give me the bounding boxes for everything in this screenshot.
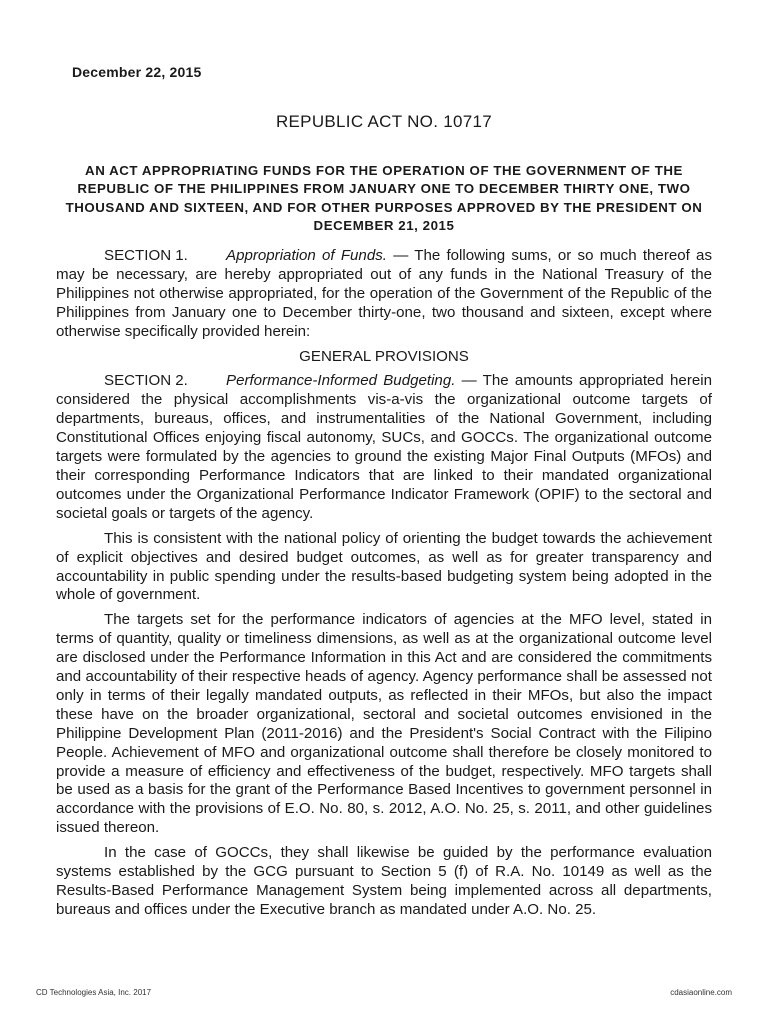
general-provisions-heading: GENERAL PROVISIONS <box>299 347 469 365</box>
body-paragraph: This is consistent with the national policy of orienting the budget towards the achievement of explicit objectives and desired budget outcomes, as well as for greater transparency and accountability in public spending under the results-based budgeting system being adopted in the whole of government. <box>56 529 712 604</box>
section-1-paragraph <box>56 247 712 342</box>
section-2-paragraph <box>56 372 712 523</box>
document-date: December 22, 2015 <box>72 64 202 80</box>
body-paragraph: In the case of GOCCs, they shall likewise be guided by the performance evaluation systems established by the GCG pursuant to Section 5 (f) of R.A. No. 10149 as well as the Results-Based Performance Management System being implemented across all departments, bureaus and offices under the Executive branch as mandated under A.O. No. 25. <box>56 844 712 918</box>
section-2-label: SECTION 2. <box>104 372 188 390</box>
section-2-title: Performance-Informed Budgeting. <box>226 372 456 390</box>
section-1-title: Appropriation of Funds. <box>226 247 387 264</box>
body-paragraph: The targets set for the performance indicators of agencies at the MFO level, stated in terms of quantity, quality or timeliness dimensions, as well as at the organizational outcome level are disclosed under the Performance Information in this Act and are considered the commitments and accountability of their respective heads of agency. Agency performance shall be assessed not only in terms of their legally mandated outputs, as reflected in their MFOs, but also the impact these have on the broader organizational, sectoral and societal outcomes envisioned in the Philippine Development Plan (2011-2016) and the President's Social Contract with the Filipino People. Achievement of MFO and organizational outcome shall therefore be closely monitored to provide a measure of efficiency and effectiveness of the budget, respectively. MFO targets shall be used as a basis for the grant of the Performance Based Incentives to government personnel in accordance with the provisions of E.O. No. 80, s. 2012, A.O. No. 25, s. 2011, and other guidelines issued thereon. <box>56 611 712 837</box>
section-2-text: — The amounts appropriated herein considered the physical accomplishments vis-a-vis the organizational outcome targets of departments, bureaus, offices, and instrumentalities of the National Government, including Constitutional Offices enjoying fiscal autonomy, SUCs, and GOCCs. The organizational outcome targets were formulated by the agencies to ground the existing Major Final Outputs (MFOs) and their corresponding Performance Indicators that are linked to their mandated organizational outcomes under the Organizational Performance Indicator Framework (OPIF) to the sectoral and societal goals or targets of the agency. <box>56 372 712 522</box>
act-number: REPUBLIC ACT NO. 10717 <box>275 112 493 131</box>
footer-publisher: CD Technologies Asia, Inc. 2017 <box>36 988 152 997</box>
document-body <box>56 247 712 926</box>
section-1-label: SECTION 1. <box>104 247 188 264</box>
footer-website: cdasiaonline.com <box>670 988 732 997</box>
act-title: AN ACT APPROPRIATING FUNDS FOR THE OPERATION OF THE GOVERNMENT OF THE REPUBLIC OF THE PHILIPPINES FROM JANUARY ONE TO DECEMBER THIRTY ONE, TWO THOUSAND AND SIXTEEN, AND FOR OTHER PURPOSES APPROVED BY THE PRESIDENT ON DECEMBER 21, 2015 <box>65 163 703 234</box>
section-1-text: — The following sums, or so much thereof as may be necessary, are hereby appropriated out of any funds in the National Treasury of the Philippines not otherwise appropriated, for the operation of the Government of the Republic of the Philippines from January one to December thirty-one, two thousand and sixteen, except where otherwise specifically provided herein: <box>56 247 712 340</box>
